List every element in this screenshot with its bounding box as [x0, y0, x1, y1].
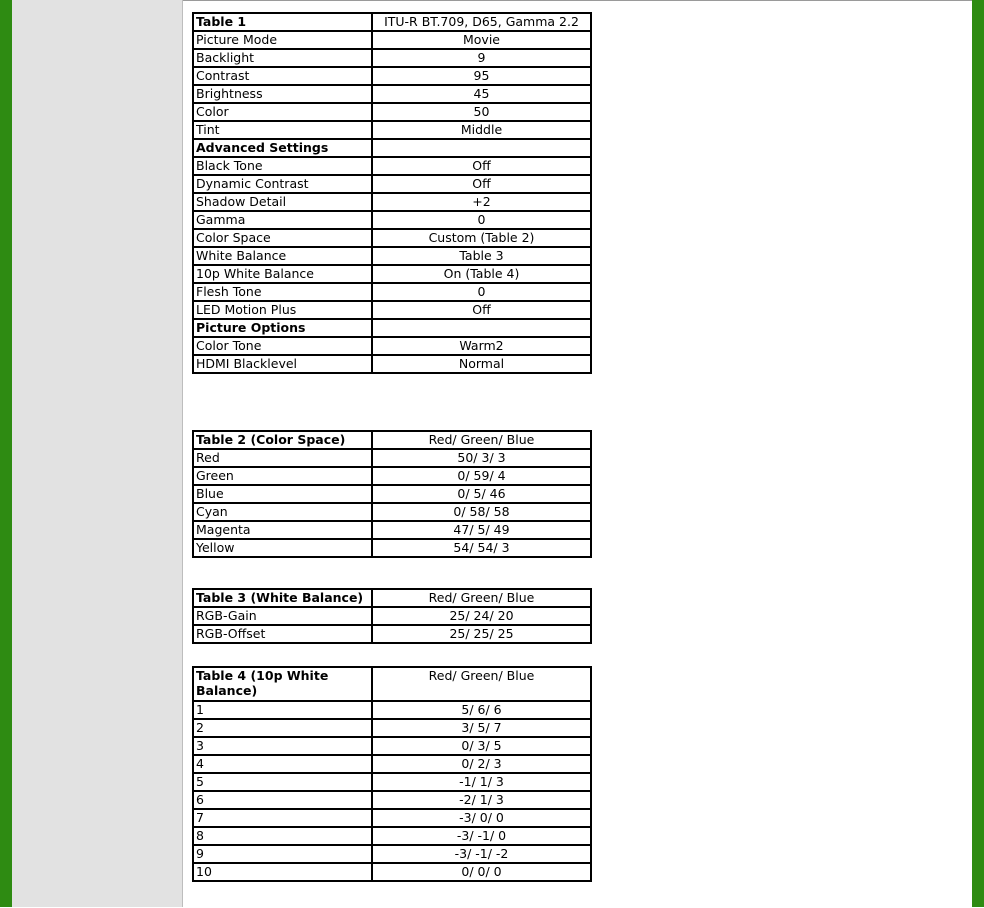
table-row: [193, 431, 591, 449]
setting-value: 95: [372, 67, 591, 85]
table-row: [193, 139, 591, 157]
setting-label: Gamma: [193, 211, 372, 229]
setting-value: 0: [372, 211, 591, 229]
table-row: [193, 67, 591, 85]
setting-value: -3/ -1/ -2: [372, 845, 591, 863]
setting-label: LED Motion Plus: [193, 301, 372, 319]
setting-label: 10p White Balance: [193, 265, 372, 283]
setting-label: Color: [193, 103, 372, 121]
table-header-label: Advanced Settings: [193, 139, 372, 157]
setting-label: Color Space: [193, 229, 372, 247]
table-row: [193, 229, 591, 247]
table-row: [193, 863, 591, 881]
table-row: [193, 175, 591, 193]
table-row: [193, 449, 591, 467]
setting-label: Blue: [193, 485, 372, 503]
setting-label: Flesh Tone: [193, 283, 372, 301]
table-row: [193, 737, 591, 755]
setting-value: 3/ 5/ 7: [372, 719, 591, 737]
setting-label: 6: [193, 791, 372, 809]
setting-label: Black Tone: [193, 157, 372, 175]
setting-label: Yellow: [193, 539, 372, 557]
left-frame-bar: [0, 0, 12, 907]
table-row: [193, 49, 591, 67]
setting-value: Custom (Table 2): [372, 229, 591, 247]
setting-label: 5: [193, 773, 372, 791]
setting-label: Magenta: [193, 521, 372, 539]
table-row: [193, 791, 591, 809]
table-header-value: Red/ Green/ Blue: [372, 667, 591, 701]
setting-label: HDMI Blacklevel: [193, 355, 372, 373]
table-header-value: Red/ Green/ Blue: [372, 431, 591, 449]
setting-value: Off: [372, 301, 591, 319]
table-row: [193, 355, 591, 373]
table-row: [193, 589, 591, 607]
table-row: [193, 485, 591, 503]
table-header-value: Red/ Green/ Blue: [372, 589, 591, 607]
table-header-value: [372, 139, 591, 157]
setting-value: Off: [372, 175, 591, 193]
table-row: [193, 283, 591, 301]
table-row: [193, 157, 591, 175]
setting-label: RGB-Offset: [193, 625, 372, 643]
setting-value: 0/ 5/ 46: [372, 485, 591, 503]
table-row: [193, 13, 591, 31]
setting-label: 7: [193, 809, 372, 827]
setting-value: Off: [372, 157, 591, 175]
table-row: [193, 701, 591, 719]
setting-label: Brightness: [193, 85, 372, 103]
setting-label: Red: [193, 449, 372, 467]
color-space-table: [192, 430, 592, 558]
setting-value: 0/ 3/ 5: [372, 737, 591, 755]
setting-value: +2: [372, 193, 591, 211]
setting-label: 3: [193, 737, 372, 755]
setting-label: Green: [193, 467, 372, 485]
setting-value: -3/ -1/ 0: [372, 827, 591, 845]
setting-value: 47/ 5/ 49: [372, 521, 591, 539]
table-row: [193, 85, 591, 103]
setting-label: 9: [193, 845, 372, 863]
table-row: [193, 773, 591, 791]
table-row: [193, 809, 591, 827]
table-header-label: Table 3 (White Balance): [193, 589, 372, 607]
setting-label: Shadow Detail: [193, 193, 372, 211]
setting-value: 45: [372, 85, 591, 103]
table-header-label: Table 2 (Color Space): [193, 431, 372, 449]
table-row: [193, 539, 591, 557]
white-balance-table: [192, 588, 592, 644]
setting-label: 2: [193, 719, 372, 737]
setting-label: 1: [193, 701, 372, 719]
setting-label: Contrast: [193, 67, 372, 85]
table-row: [193, 667, 591, 701]
table-row: [193, 121, 591, 139]
table-row: [193, 719, 591, 737]
table-row: [193, 211, 591, 229]
setting-label: RGB-Gain: [193, 607, 372, 625]
table-row: [193, 265, 591, 283]
table-row: [193, 467, 591, 485]
table-row: [193, 337, 591, 355]
table-row: [193, 755, 591, 773]
setting-label: Dynamic Contrast: [193, 175, 372, 193]
setting-label: Backlight: [193, 49, 372, 67]
table-row: [193, 521, 591, 539]
left-sidebar: [12, 0, 183, 907]
table-row: [193, 301, 591, 319]
setting-value: 54/ 54/ 3: [372, 539, 591, 557]
setting-value: -3/ 0/ 0: [372, 809, 591, 827]
setting-value: 25/ 24/ 20: [372, 607, 591, 625]
setting-value: 5/ 6/ 6: [372, 701, 591, 719]
table-row: [193, 607, 591, 625]
setting-value: 50/ 3/ 3: [372, 449, 591, 467]
settings-table-1: [192, 12, 592, 374]
setting-label: Picture Mode: [193, 31, 372, 49]
table-row: [193, 247, 591, 265]
table-header-label: Table 4 (10p White Balance): [193, 667, 372, 701]
table-row: [193, 193, 591, 211]
setting-label: Tint: [193, 121, 372, 139]
setting-value: 0/ 58/ 58: [372, 503, 591, 521]
setting-value: 0/ 2/ 3: [372, 755, 591, 773]
table-header-label: Table 1: [193, 13, 372, 31]
setting-value: -1/ 1/ 3: [372, 773, 591, 791]
table-header-value: [372, 319, 591, 337]
setting-label: 4: [193, 755, 372, 773]
setting-label: White Balance: [193, 247, 372, 265]
right-frame-bar: [972, 0, 984, 907]
table-row: [193, 827, 591, 845]
setting-value: Table 3: [372, 247, 591, 265]
setting-value: Movie: [372, 31, 591, 49]
setting-label: Color Tone: [193, 337, 372, 355]
setting-value: 0/ 59/ 4: [372, 467, 591, 485]
setting-value: Warm2: [372, 337, 591, 355]
setting-value: 0/ 0/ 0: [372, 863, 591, 881]
setting-value: 9: [372, 49, 591, 67]
setting-label: 8: [193, 827, 372, 845]
table-header-label: Picture Options: [193, 319, 372, 337]
table-row: [193, 319, 591, 337]
table-row: [193, 845, 591, 863]
setting-value: Middle: [372, 121, 591, 139]
setting-label: 10: [193, 863, 372, 881]
setting-value: 50: [372, 103, 591, 121]
setting-value: -2/ 1/ 3: [372, 791, 591, 809]
setting-value: 25/ 25/ 25: [372, 625, 591, 643]
setting-label: Cyan: [193, 503, 372, 521]
table-row: [193, 31, 591, 49]
setting-value: 0: [372, 283, 591, 301]
table-row: [193, 503, 591, 521]
setting-value: Normal: [372, 355, 591, 373]
table-header-value: ITU-R BT.709, D65, Gamma 2.2: [372, 13, 591, 31]
ten-point-white-balance-table: [192, 666, 592, 882]
table-row: [193, 625, 591, 643]
table-row: [193, 103, 591, 121]
setting-value: On (Table 4): [372, 265, 591, 283]
